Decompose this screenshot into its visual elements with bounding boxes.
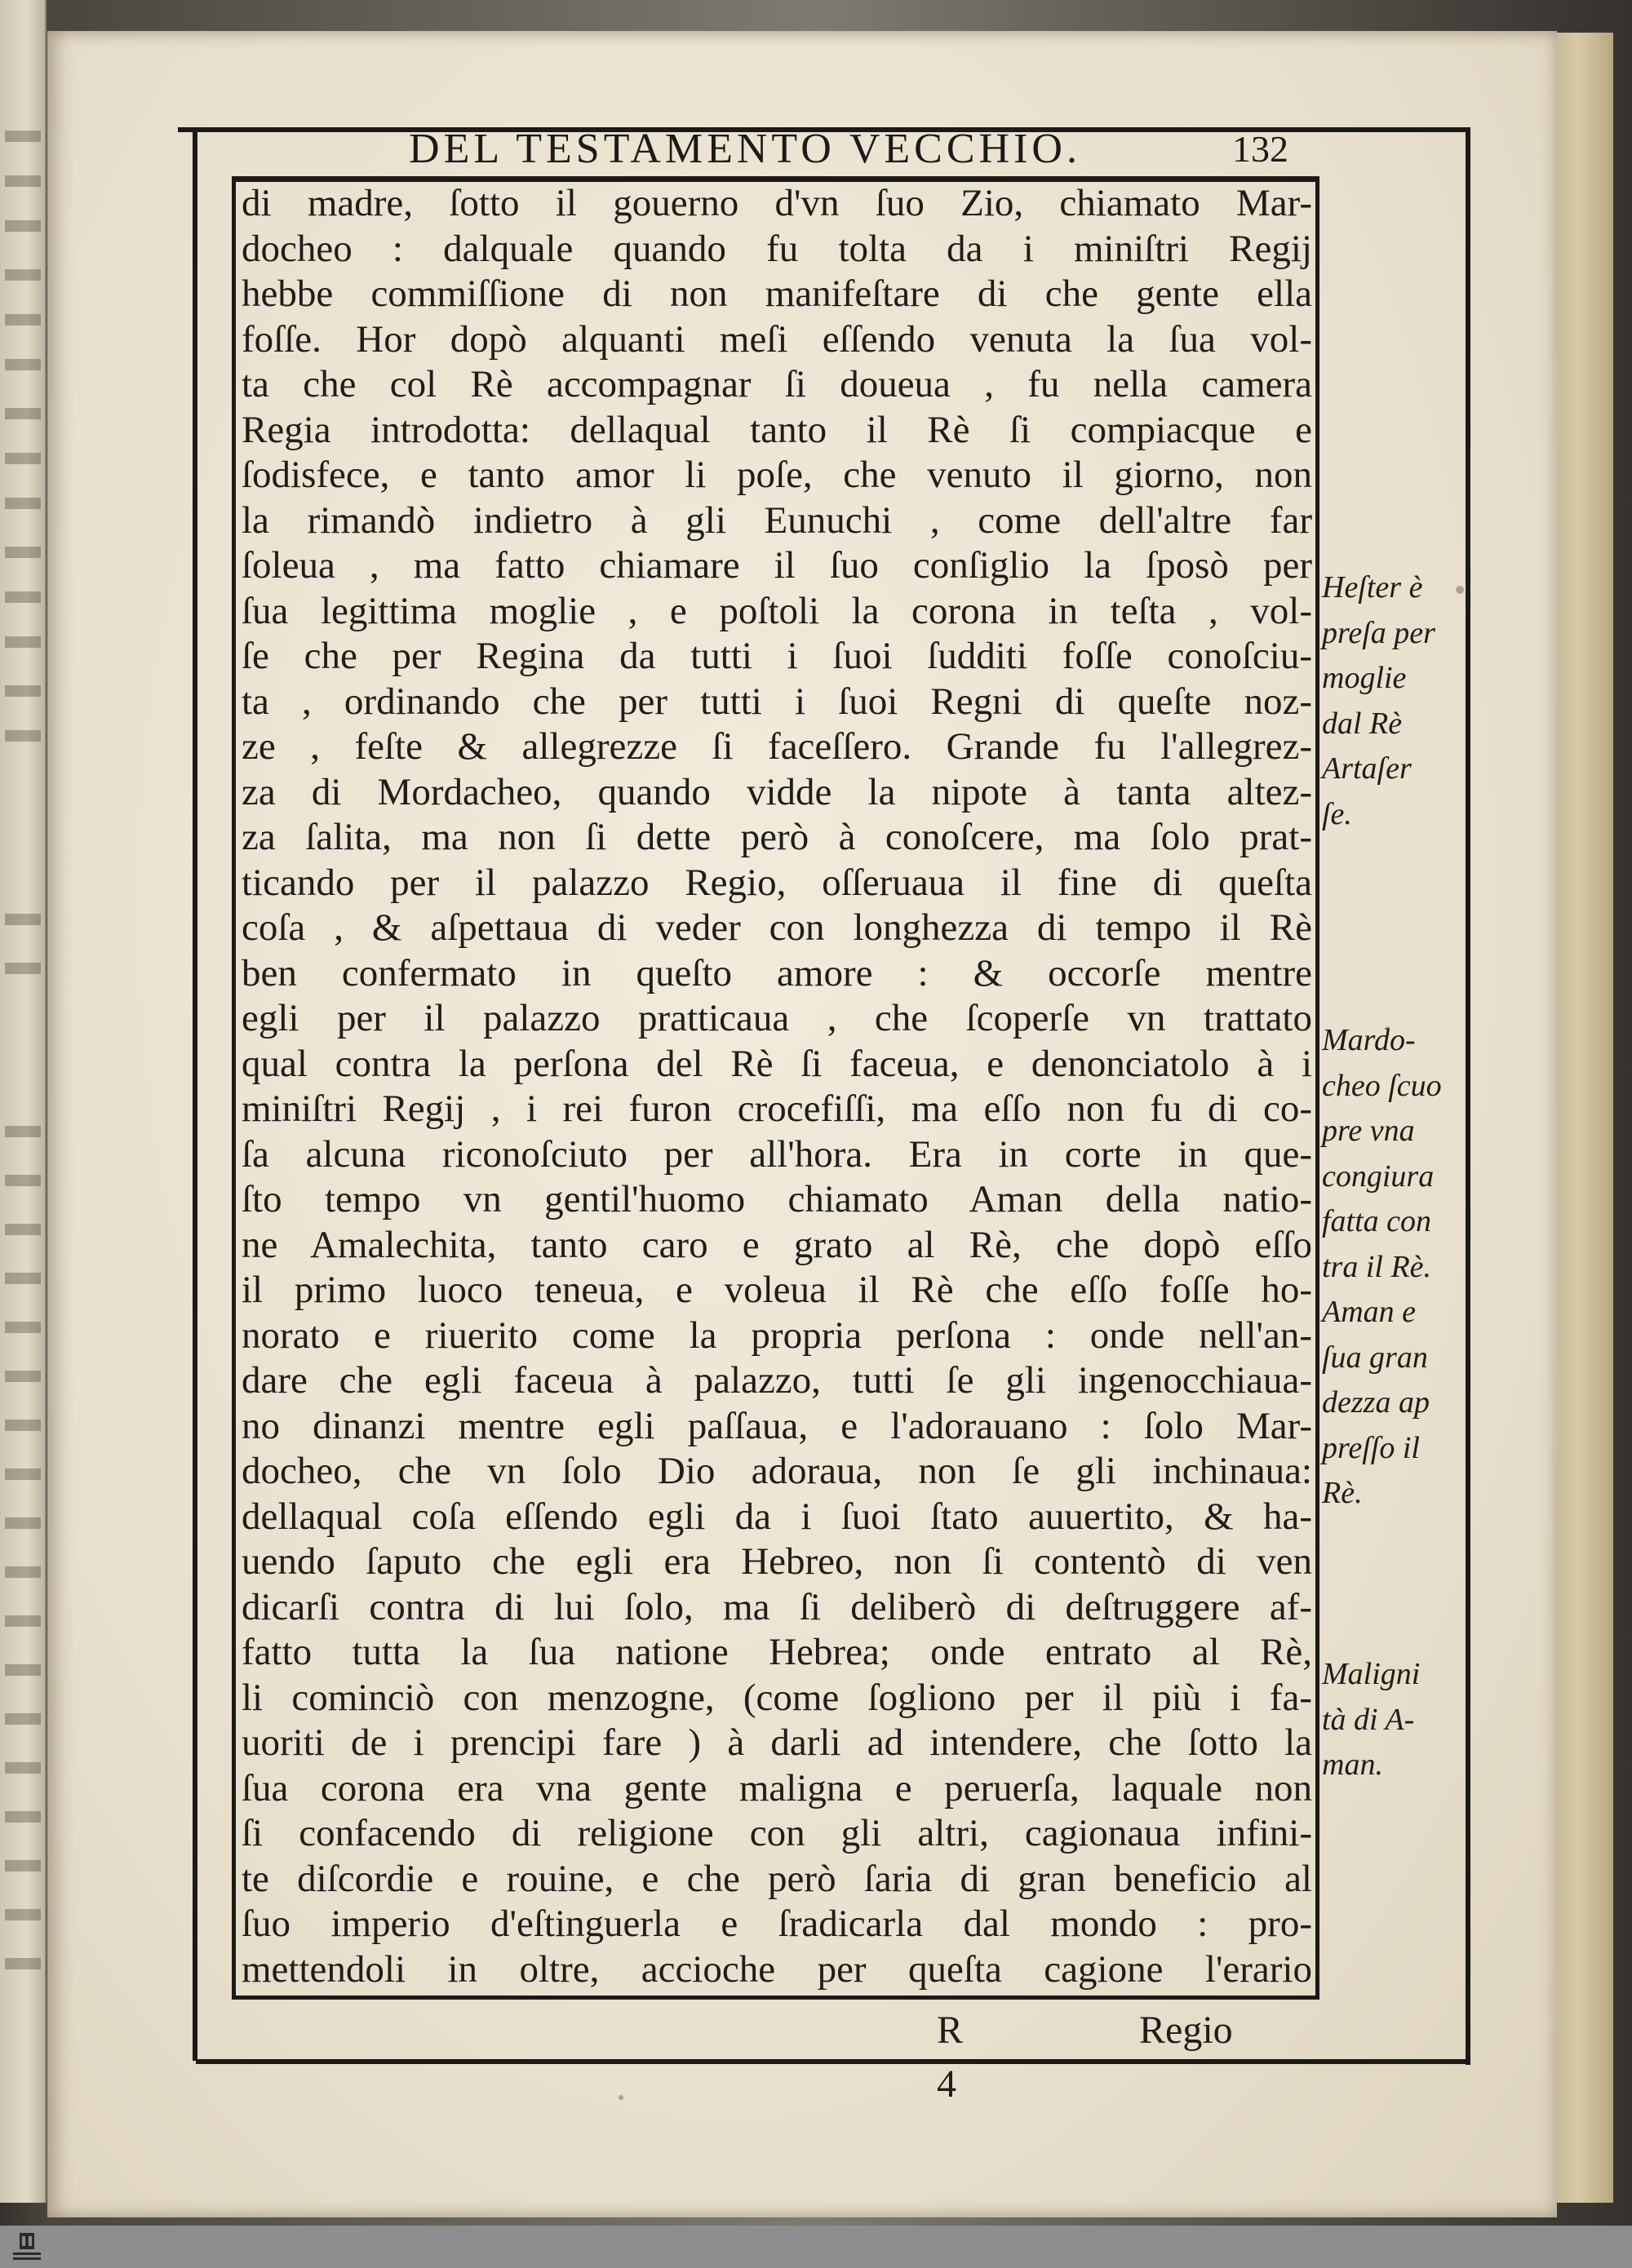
text-line: te diſcordie e rouine, e che però ſaria di gran beneficio al	[242, 1857, 1312, 1900]
paper-speck	[1386, 1026, 1390, 1030]
margin-note-line: Rè.	[1322, 1476, 1363, 1510]
text-line: li cominciò con menzogne, (come ſogliono per il più i fa-	[242, 1676, 1312, 1719]
text-line: egli per il palazzo pratticaua , che ſcoperſe vn trattato	[242, 997, 1312, 1039]
text-line: ſe che per Regina da tutti i ſuoi ſudditi foſſe conoſciu-	[242, 635, 1312, 677]
text-line: ze , feſte & allegrezze ſi faceſſero. Grande fu l'allegrez-	[242, 725, 1312, 768]
text-line: mettendoli in oltre, accioche per queſta cagione l'erario	[242, 1947, 1312, 1991]
text-line: ſa alcuna riconoſciuto per all'hora. Era in corte in que-	[242, 1132, 1312, 1176]
text-line: ſoleua , ma fatto chiamare il ſuo conſiglio la ſposò per	[242, 544, 1312, 587]
text-line: foſſe. Hor dopò alquanti meſi eſſendo venuta la ſua vol-	[242, 317, 1312, 361]
text-line: docheo, che vn ſolo Dio adoraua, non ſe gli inchinaua:	[242, 1450, 1312, 1492]
book-page	[47, 31, 1557, 2217]
text-line: il primo luoco teneua, e voleua il Rè che eſſo foſſe ho-	[242, 1269, 1312, 1311]
margin-note-line: man.	[1322, 1748, 1383, 1782]
margin-note-line: congiura	[1322, 1158, 1435, 1194]
digitization-footer-bar	[0, 2226, 1632, 2268]
text-line: norato e riuerito come la propria perſona : onde nell'an-	[242, 1313, 1312, 1357]
text-line: ben confermato in queſto amore : & occorſe mentre	[242, 951, 1312, 994]
page-stack-edge	[1554, 33, 1613, 2203]
margin-note-line: Maligni	[1322, 1657, 1421, 1691]
text-line: ta , ordinando che per tutti i ſuoi Regni di queſte noz-	[242, 680, 1312, 723]
text-line: ſua legittima moglie , e poſtoli la corona in teſta , vol-	[242, 589, 1312, 632]
margin-note-line: preſſo il	[1322, 1430, 1420, 1465]
paper-speck	[619, 2095, 623, 2100]
margin-note-hester	[1322, 565, 1469, 837]
outer-rule-left	[193, 127, 197, 2061]
text-line: ne Amalechita, tanto caro e grato al Rè, che dopò eſſo	[242, 1223, 1312, 1266]
margin-note-line: pre vna	[1322, 1114, 1415, 1148]
running-title: DEL TESTAMENTO VECCHIO.	[409, 126, 1081, 172]
margin-note-line: cheo ſcuo	[1322, 1068, 1442, 1103]
text-line: dicarſi contra di lui ſolo, ma ſi deliberò di deſtruggere af-	[242, 1585, 1312, 1628]
text-line: ſto tempo vn gentil'huomo chiamato Aman della natio-	[242, 1178, 1312, 1220]
margin-note-line: moglie	[1322, 661, 1407, 695]
text-line: ta che col Rè accompagnar ſi doueua , fu nella camera	[242, 363, 1312, 405]
margin-note-line: Artaſer	[1322, 751, 1412, 786]
margin-note-line: preſa per	[1322, 615, 1435, 650]
margin-note-aman	[1322, 1290, 1469, 1517]
text-line: za ſalita, ma non ſi dette però à conoſcere, ma ſolo prat-	[242, 816, 1312, 858]
text-line: uoriti de i prencipi fare ) à darli ad intendere, che ſotto la	[242, 1721, 1312, 1764]
text-line: coſa , & aſpettaua di veder con longhezza di tempo il Rè	[242, 906, 1312, 949]
margin-note-line: tà di A-	[1322, 1702, 1415, 1737]
catchword: Regio	[1139, 2009, 1233, 2052]
outer-rule-bottom	[196, 2059, 1470, 2064]
text-line: ticando per il palazzo Regio, oſſeruaua il fine di queſta	[242, 861, 1312, 904]
margin-note-malignita	[1322, 1652, 1469, 1788]
text-block-rule-left	[232, 176, 236, 2000]
margin-note-line: fatta con	[1322, 1204, 1432, 1238]
text-line: no dinanzi mentre egli paſſaua, e l'adorauano : ſolo Mar-	[242, 1404, 1312, 1447]
paper-speck	[1456, 586, 1464, 594]
text-line: miniſtri Regij , i rei furon crocefiſſi, ma eſſo non fu di co-	[242, 1087, 1312, 1130]
text-line: ſuo imperio d'eſtinguerla e ſradicarla dal mondo : pro-	[242, 1903, 1312, 1945]
text-line: la rimandò indietro à gli Eunuchi , come dell'altre far	[242, 498, 1312, 542]
margin-note-line: Aman e	[1322, 1295, 1417, 1329]
text-line: fatto tutta la ſua natione Hebrea; onde entrato al Rè,	[242, 1631, 1312, 1673]
text-line: za di Mordacheo, quando vidde la nipote à tanta altez-	[242, 770, 1312, 813]
margin-note-line: ſe.	[1322, 796, 1352, 831]
text-line: docheo : dalquale quando fu tolta da i miniſtri Regij	[242, 227, 1312, 270]
margin-note-line: dal Rè	[1322, 706, 1403, 741]
text-line: dare che egli faceua à palazzo, tutti ſe gli ingenocchiaua-	[242, 1359, 1312, 1402]
library-logo-icon	[8, 2230, 46, 2264]
margin-note-line: tra il Rè.	[1322, 1249, 1432, 1284]
text-line: qual contra la perſona del Rè ſi faceua, e denonciatolo à i	[242, 1042, 1312, 1085]
text-block-rule-bottom	[233, 1996, 1319, 2000]
margin-note-line: ſua gran	[1322, 1340, 1428, 1375]
text-line: hebbe commiſſione di non manifeſtare di che gente ella	[242, 272, 1312, 315]
text-line: uendo ſaputo che egli era Hebreo, non ſi contentò di ven	[242, 1540, 1312, 1583]
text-line: ſodisfece, e tanto amor li poſe, che venuto il giorno, non	[242, 454, 1312, 496]
text-line: ſi confacendo di religione con gli altri, cagionaua infini-	[242, 1812, 1312, 1854]
text-line: Regia introdotta: dellaqual tanto il Rè ſi compiacque e	[242, 408, 1312, 451]
margin-note-mardocheo	[1322, 1018, 1469, 1290]
text-block-rule-right	[1315, 176, 1319, 2000]
text-line: dellaqual coſa eſſendo egli da i ſuoi ſtato auuertito, & ha-	[242, 1495, 1312, 1538]
text-line: di madre, ſotto il gouerno d'vn ſuo Zio, chiamato Mar-	[242, 182, 1312, 224]
margin-note-line: dezza ap	[1322, 1385, 1430, 1420]
folio-number: 132	[1232, 128, 1288, 170]
text-line: ſua corona era vna gente maligna e peruerſa, laquale non	[242, 1766, 1312, 1810]
margin-note-line: Heſter è	[1322, 570, 1423, 605]
margin-note-line: Mardo-	[1322, 1023, 1416, 1057]
body-text-column	[242, 181, 1312, 1992]
previous-page-edge	[0, 0, 47, 2203]
signature-mark: R 4	[937, 2009, 983, 2106]
